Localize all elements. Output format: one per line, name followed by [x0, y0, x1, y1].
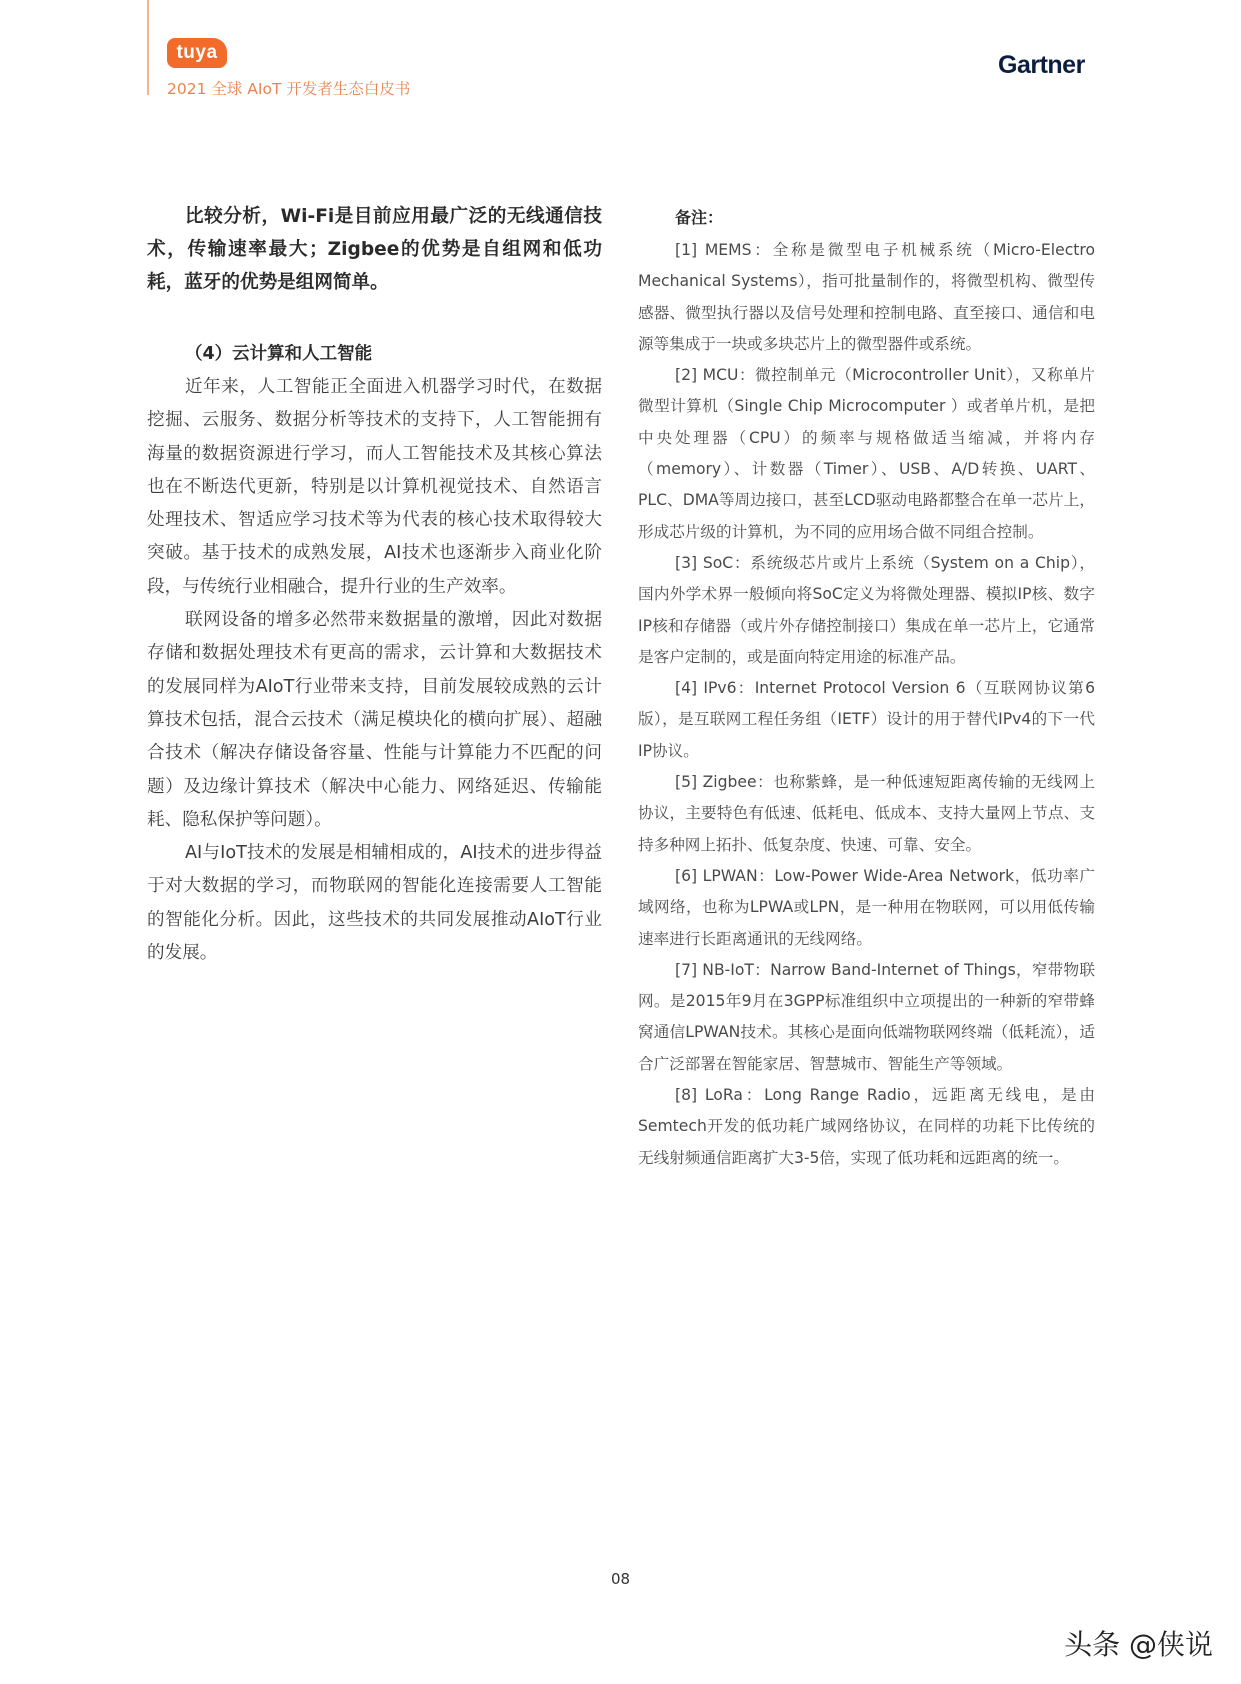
footnote: [1] MEMS：全称是微型电子机械系统（Micro-Electro Mechanical Systems），指可批量制作的，将微型机构、微型传感器、微型执行器以及信号处理和控制电路、直至接口、通信和电源等集成于一块或多块芯片上的微型器件或系统。	[638, 241, 1095, 353]
gartner-logo: Gartner	[998, 51, 1085, 79]
report-title: 2021 全球 AIoT 开发者生态白皮书	[167, 80, 411, 98]
section-heading: （4）云计算和人工智能	[185, 344, 373, 364]
footnote: [3] SoC：系统级芯片或片上系统（System on a Chip），国内外学术界一般倾向将SoC定义为将微处理器、模拟IP核、数字IP核和存储器（或片外存储控制接口）集成在单一芯片上，它通常是客户定制的，或是面向特定用途的标准产品。	[638, 553, 1095, 666]
footnote: [5] Zigbee：也称紫蜂，是一种低速短距离传输的无线网上协议，主要特色有低速、低耗电、低成本、支持大量网上节点、支持多种网上拓扑、低复杂度、快速、可靠、安全。	[638, 773, 1095, 854]
body-paragraph: 近年来，人工智能正全面进入机器学习时代，在数据挖掘、云服务、数据分析等技术的支持下，人工智能拥有海量的数据资源进行学习，而人工智能技术及其核心算法也在不断迭代更新，特别是以计算机视觉技术、自然语言处理技术、智适应学习技术等为代表的核心技术取得较大突破。基于技术的成熟发展，AI技术也逐渐步入商业化阶段，与传统行业相融合，提升行业的生产效率。	[147, 377, 602, 597]
notes-column	[638, 202, 1095, 1174]
footnote: [4] IPv6：Internet Protocol Version 6（互联网协议第6版），是互联网工程任务组（IETF）设计的用于替代IPv4的下一代IP协议。	[638, 679, 1095, 760]
body-paragraph: AI与IoT技术的发展是相辅相成的，AI技术的进步得益于对大数据的学习，而物联网的智能化连接需要人工智能的智能化分析。因此，这些技术的共同发展推动AIoT行业的发展。	[147, 843, 602, 964]
tuya-logo: tuya	[167, 38, 227, 68]
watermark: 头条 @侠说	[1064, 1628, 1213, 1661]
page-number: 08	[610, 1570, 631, 1588]
notes-title: 备注：	[675, 208, 724, 227]
header-divider	[147, 0, 149, 95]
body-paragraph: 联网设备的增多必然带来数据量的激增，因此对数据存储和数据处理技术有更高的需求，云计算和大数据技术的发展同样为AIoT行业带来支持，目前发展较成熟的云计算技术包括，混合云技术（满足模块化的横向扩展）、超融合技术（解决存储设备容量、性能与计算能力不匹配的问题）及边缘计算技术（解决中心能力、网络延迟、传输能耗、隐私保护等问题）。	[147, 610, 602, 830]
footnote: [2] MCU：微控制单元（Microcontroller Unit），又称单片微型计算机（Single Chip Microcomputer ）或者单片机，是把中央处理器（CPU）的频率与规格做适当缩减，并将内存（memory）、计数器（Timer）、USB、A/D转换、UART、PLC、DMA等周边接口，甚至LCD驱动电路都整合在单一芯片上，形成芯片级的计算机，为不同的应用场合做不同组合控制。	[638, 366, 1095, 541]
footnote: [6] LPWAN：Low-Power Wide-Area Network，低功率广域网络，也称为LPWA或LPN，是一种用在物联网，可以用低传输速率进行长距离通讯的无线网络。	[638, 866, 1095, 948]
footnote: [8] LoRa：Long Range Radio，远距离无线电，是由Semtech开发的低功耗广域网络协议，在同样的功耗下比传统的无线射频通信距离扩大3-5倍，实现了低功耗和远距离的统一。	[638, 1086, 1095, 1167]
left-column	[147, 200, 602, 970]
footnote: [7] NB-IoT：Narrow Band-Internet of Things，窄带物联网。是2015年9月在3GPP标准组织中立项提出的一种新的窄带蜂窝通信LPWAN技术。其核心是面向低端物联网终端（低耗流），适合广泛部署在智能家居、智慧城市、智能生产等领域。	[638, 960, 1095, 1073]
summary-lead: 比较分析，Wi-Fi是目前应用最广泛的无线通信技术，传输速率最大；Zigbee的优势是自组网和低功耗，蓝牙的优势是组网简单。	[147, 206, 602, 293]
